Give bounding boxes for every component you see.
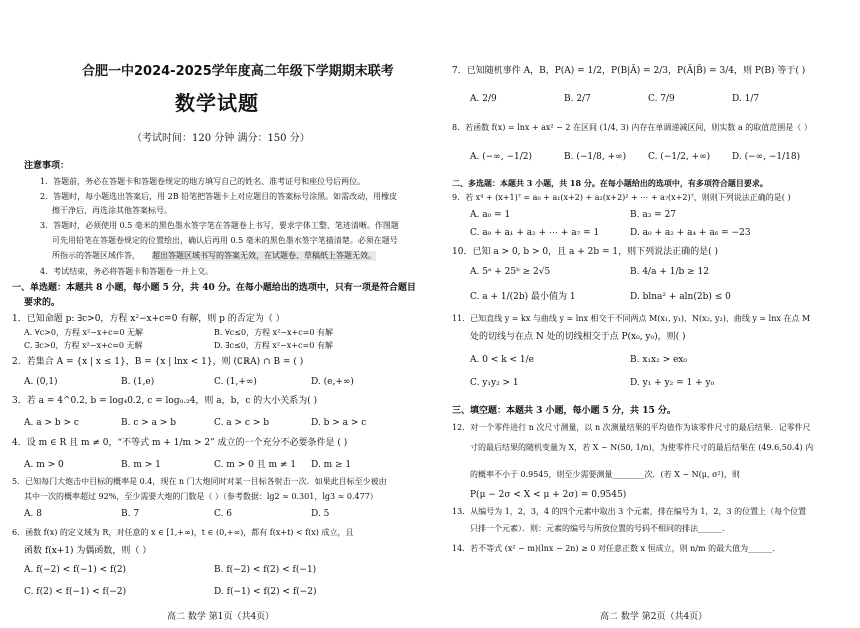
option-2C: C. (1,+∞) — [214, 377, 257, 387]
option-3D: D. b > a > c — [311, 418, 367, 428]
page-footer: 高二 数学 第1页（共4页） — [167, 612, 275, 622]
question-12: 12．对一个零件进行 n 次尺寸测量，以 n 次测量结果的平均值作为该零件尺寸的最后结果．记零件尺 — [452, 423, 811, 432]
option-1C: C. ∃c>0，方程 x²−x+c=0 无解 — [24, 341, 143, 350]
notice-line: 1．答题前，务必在答题卡和答题卷规定的地方填写自己的姓名、准考证号和座位号后两位。 — [40, 177, 366, 186]
section-1-heading: 一、单选题：本题共 8 小题，每小题 5 分，共 40 分。在每小题给出的选项中，只有一项是符合题目 — [12, 283, 416, 293]
exam-header: 合肥一中2024-2025学年度高二年级下学期期末联考 — [82, 64, 394, 79]
option-7A: A. 2/9 — [470, 94, 497, 104]
question-12-line3: 的概率不小于 0.9545，则至少需要测量________次．(若 X ~ N(μ, σ²)，则 — [470, 470, 740, 479]
option-5A: A. 8 — [24, 509, 42, 519]
option-4D: D. m ≥ 1 — [311, 460, 352, 470]
question-12-line2: 寸的最后结果的随机变量为 X，若 X ~ N(50, 1/n)，为使零件尺寸的最后结果在 (49.6,50.4) 内 — [470, 443, 814, 452]
page-footer: 高二 数学 第2页（共4页） — [600, 612, 708, 622]
option-2B: B. (1,e) — [121, 377, 155, 387]
question-1: 1．已知命题 p: ∃c>0，方程 x²−x+c=0 有解，则 p 的否定为（ ） — [12, 314, 285, 324]
option-1D: D. ∃c≤0，方程 x²−x+c=0 有解 — [214, 341, 333, 350]
option-5B: B. 7 — [121, 509, 140, 519]
question-13: 13．从编号为 1，2，3，4 的四个元素中取出 3 个元素，排在编号为 1，2，3 的位置上（每个位置 — [452, 507, 807, 516]
option-8C: C. (−1/2, +∞) — [648, 152, 711, 162]
question-5-cont: 其中一次的概率超过 92%，至少需要大炮的门数是（ ）（参考数据：lg2 ≈ 0.301，lg3 ≈ 0.477） — [24, 492, 378, 501]
question-6-cont: 函数 f(x+1) 为偶函数，则（ ） — [24, 546, 152, 556]
option-1B: B. ∀c≤0，方程 x²−x+c=0 有解 — [214, 328, 334, 337]
notice-line: 3．答题时，必须使用 0.5 毫米的黑色墨水签字笔在答题卷上书写，要求字体工整、笔迹清晰。作图题 — [40, 221, 399, 230]
option-3B: B. c > a > b — [121, 418, 177, 428]
option-7C: C. 7/9 — [648, 94, 675, 104]
option-7D: D. 1/7 — [732, 94, 760, 104]
option-4C: C. m > 0 且 m ≠ 1 — [214, 460, 297, 470]
option-8A: A. (−∞, −1/2) — [470, 152, 533, 162]
option-11D: D. y₁ + y₂ = 1 + y₀ — [630, 378, 715, 388]
option-3C: C. a > c > b — [214, 418, 269, 428]
question-13-cont: 只排一个元素）．则：元素的编号与所放位置的号码不相同的排法______． — [470, 524, 730, 533]
question-12-line4: P(μ − 2σ < X < μ + 2σ) = 0.9545) — [470, 490, 627, 500]
option-6C: C. f(2) < f(−1) < f(−2) — [24, 587, 127, 597]
question-8: 8．若函数 f(x) = lnx + ax² − 2 在区间 (1/4, 3) 内存在单调递减区间，则实数 a 的取值范围是（ ） — [452, 123, 812, 132]
option-11A: A. 0 < k < 1/e — [470, 355, 535, 365]
notice-line: 擦干净后，再选涂其他答案标号。 — [52, 206, 172, 215]
option-9B: B. a₃ = 27 — [630, 210, 677, 220]
question-6: 6．函数 f(x) 的定义域为 R，对任意的 x ∈ [1,+∞)，t ∈ (0,+∞)，都有 f(x+t) < f(x) 成立，且 — [12, 528, 354, 537]
question-9: 9．若 x⁴ + (x+1)⁷ = a₀ + a₁(x+2) + a₂(x+2)² + ⋯ + a₇(x+2)⁷，则则下列说法正确的是( ) — [452, 193, 791, 202]
question-2: 2．若集合 A = {x | x ≤ 1}，B = {x | lnx < 1}，则 (∁ℝA) ∩ B = ( ) — [12, 357, 304, 367]
notice-line: 所指示的答题区域作答， — [52, 251, 140, 260]
question-10: 10．已知 a > 0, b > 0，且 a + 2b = 1，则下列说法正确的是( ) — [452, 247, 718, 257]
exam-page-2 — [430, 0, 860, 628]
time-info: （考试时间：120 分钟 满分：150 分） — [132, 133, 310, 144]
question-7: 7．已知随机事件 A，B，P(A) = 1/2，P(B|Ā) = 2/3，P(Ā|B̄) = 3/4，则 P(B) 等于( ) — [452, 66, 806, 76]
option-8B: B. (−1/8, +∞) — [564, 152, 627, 162]
notice-title: 注意事项： — [24, 161, 70, 171]
option-8D: D. (−∞, −1/18) — [732, 152, 801, 162]
option-10C: C. a + 1/(2b) 最小值为 1 — [470, 292, 576, 302]
option-11B: B. x₁x₂ > ex₀ — [630, 355, 687, 365]
option-11C: C. y₁y₂ > 1 — [470, 378, 519, 388]
option-9A: A. a₀ = 1 — [470, 210, 511, 220]
option-5C: C. 6 — [214, 509, 233, 519]
notice-emphasis: 超出答题区域书写的答案无效，在试题卷、草稿纸上答题无效。 — [152, 251, 376, 260]
option-6D: D. f(−1) < f(2) < f(−2) — [214, 587, 317, 597]
notice-line: 2．答题时，每小题选出答案后，用 2B 铅笔把答题卡上对应题目的答案标号涂黑。如需改动，用橡皮 — [40, 192, 398, 201]
option-6A: A. f(−2) < f(−1) < f(2) — [24, 565, 127, 575]
notice-line: 可先用铅笔在答题卷规定的位置绘出，确认后再用 0.5 毫米的黑色墨水签字笔描清楚。必须在题号 — [52, 236, 398, 245]
option-10A: A. 5ᵃ + 25ᵇ ≥ 2√5 — [470, 267, 551, 277]
option-4B: B. m > 1 — [121, 460, 161, 470]
question-11-cont: 处的切线与在点 N 处的切线相交于点 P(x₀, y₀)，则( ) — [470, 332, 686, 342]
option-5D: D. 5 — [311, 509, 330, 519]
option-4A: A. m > 0 — [24, 460, 64, 470]
option-10B: B. 4/a + 1/b ≥ 12 — [630, 267, 709, 277]
option-2D: D. (e,+∞) — [311, 377, 354, 387]
subject-title: 数学试题 — [175, 91, 259, 115]
notice-line: 4．考试结束，务必将答题卡和答题卷一并上交。 — [40, 267, 214, 276]
question-11: 11．已知直线 y = kx 与曲线 y = lnx 相交于不同两点 M(x₁, y₁)，N(x₂, y₂)，曲线 y = lnx 在点 M — [452, 314, 811, 323]
question-14: 14．若不等式 (x² − m)(lnx − 2n) ≥ 0 对任意正数 x 恒成立，则 n/m 的最大值为______． — [452, 544, 781, 553]
question-3: 3．若 a = 4^0.2, b = log₄0.2, c = log₀.₂4，则 a，b，c 的大小关系为( ) — [12, 396, 318, 406]
option-9D: D. a₀ + a₂ + a₄ + a₆ = −23 — [630, 228, 751, 238]
option-10D: D. blna² + aln(2b) ≤ 0 — [630, 292, 731, 302]
question-5: 5．已知每门大炮击中目标的概率是 0.4，现在 n 门大炮同时对某一目标各射击一次．如果此目标至少被由 — [12, 477, 387, 486]
section-1-heading-cont: 要求的。 — [24, 298, 61, 308]
section-3-heading: 三、填空题：本题共 3 小题，每小题 5 分，共 15 分。 — [452, 406, 676, 416]
option-9C: C. a₀ + a₁ + a₂ + ⋯ + a₇ = 1 — [470, 228, 600, 238]
question-4: 4．设 m ∈ R 且 m ≠ 0，“不等式 m + 1/m > 2” 成立的一个充分不必要条件是 ( ) — [12, 438, 348, 448]
option-6B: B. f(−2) < f(2) < f(−1) — [214, 565, 317, 575]
section-2-heading: 二、多选题：本题共 3 小题，共 18 分。在每小题给出的选项中，有多项符合题目要求。 — [452, 178, 768, 188]
option-1A: A. ∀c>0，方程 x²−x+c=0 无解 — [24, 328, 143, 337]
option-3A: A. a > b > c — [24, 418, 79, 428]
option-7B: B. 2/7 — [564, 94, 591, 104]
option-2A: A. (0,1) — [24, 377, 58, 387]
